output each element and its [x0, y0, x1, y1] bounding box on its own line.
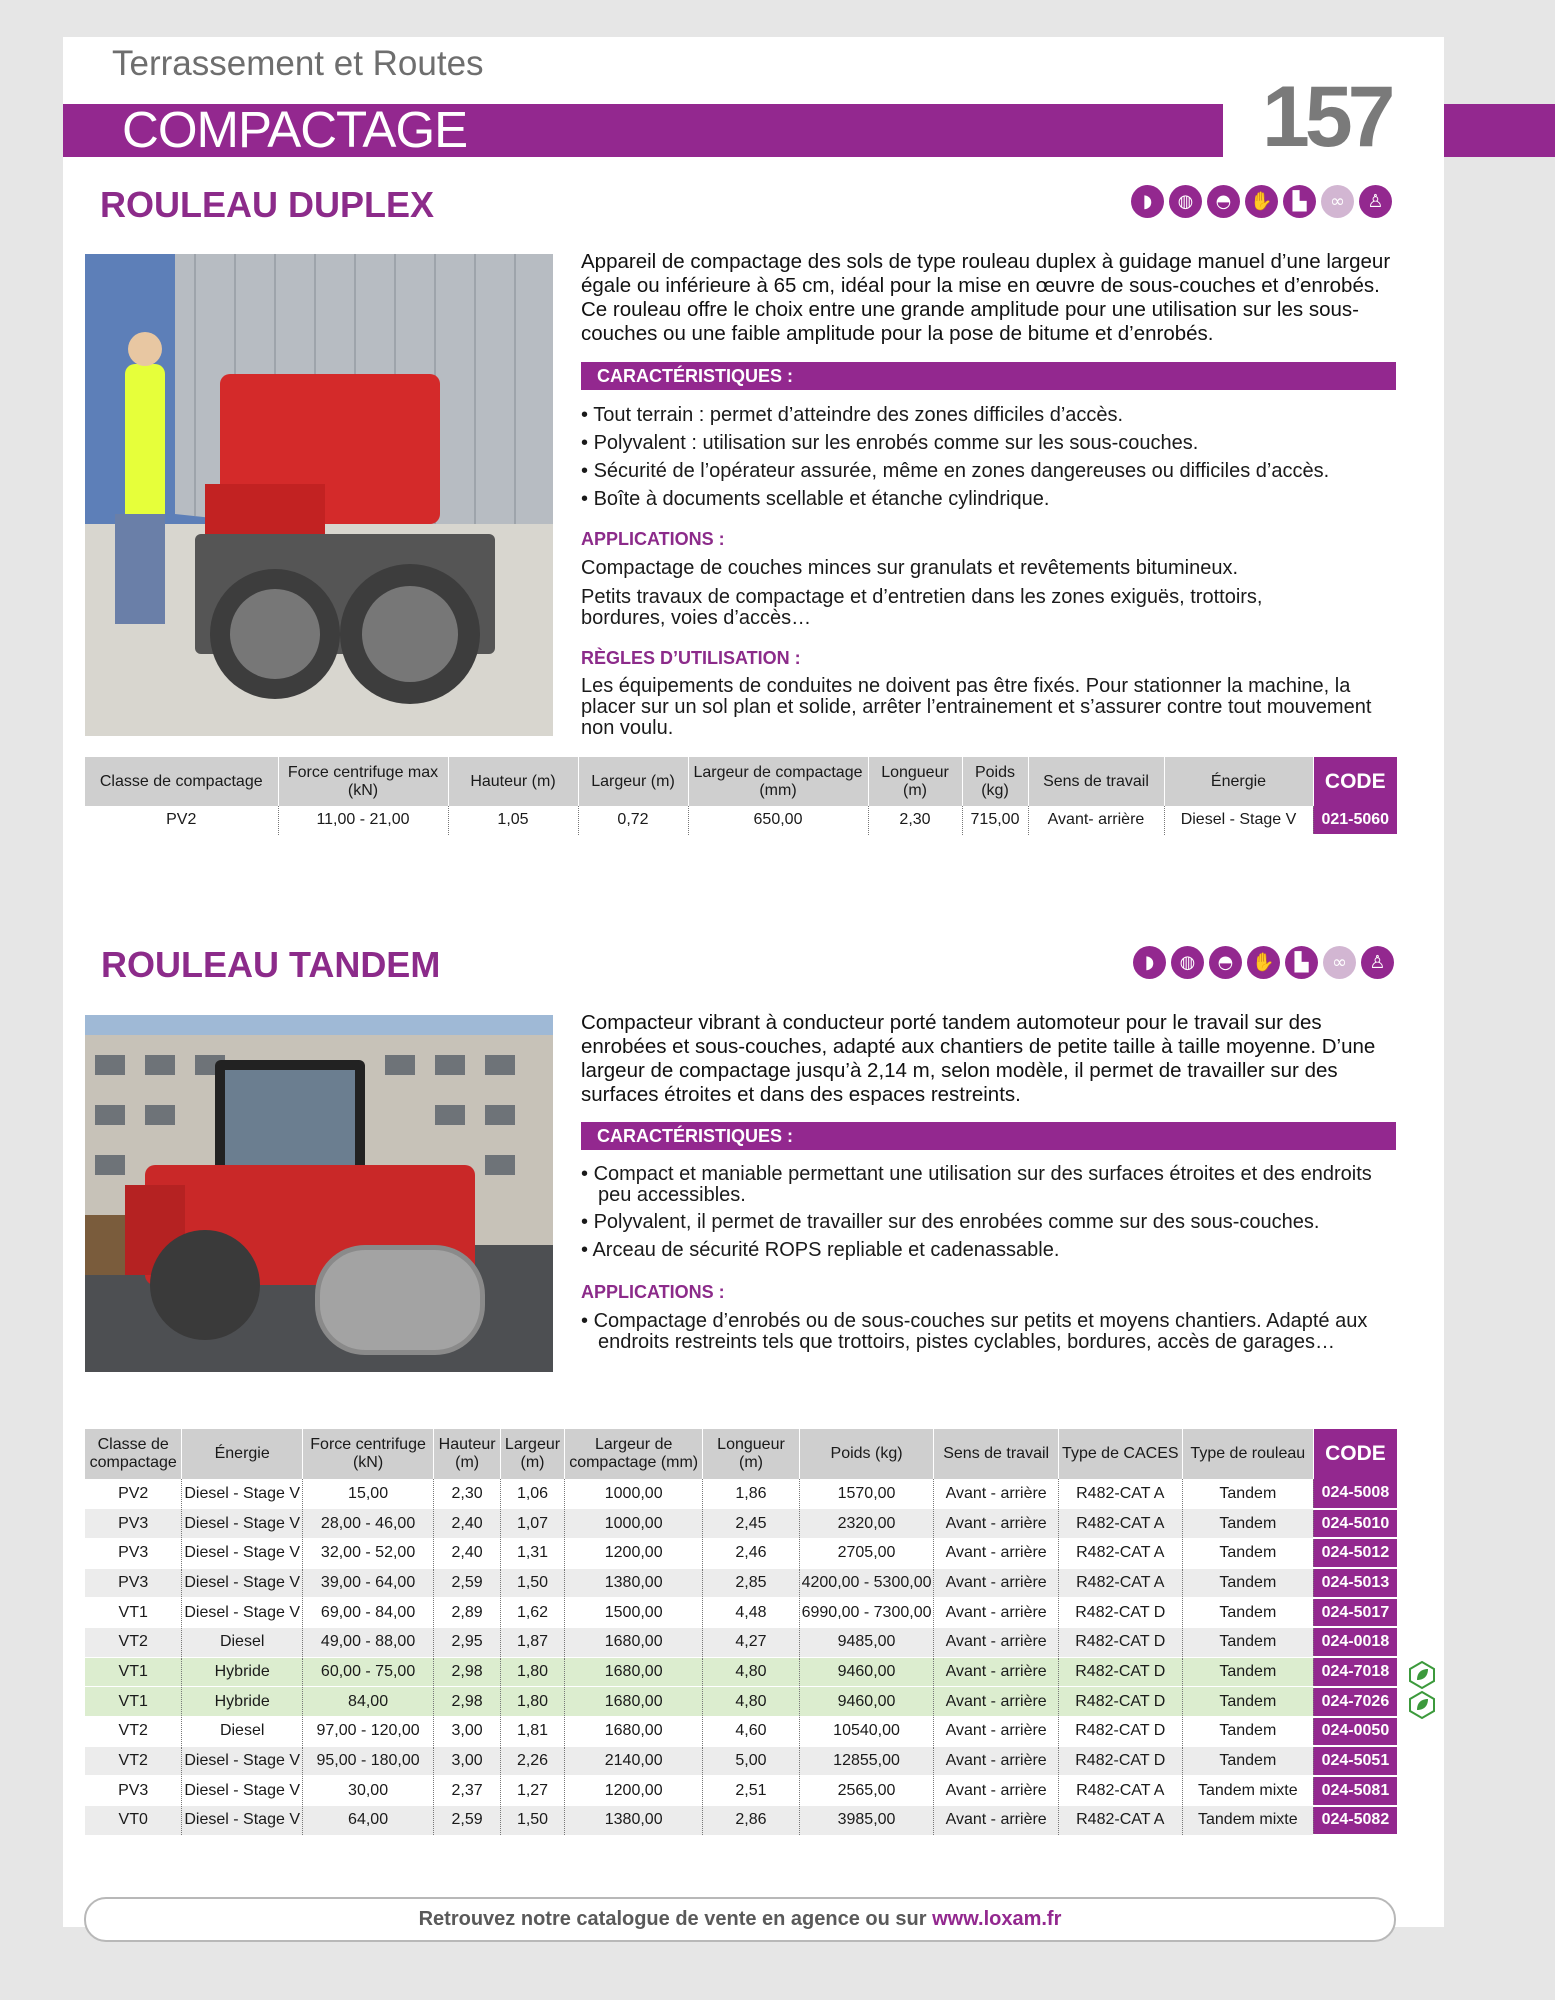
list-item: • Tout terrain : permet d’atteindre des zones difficiles d’accès. — [581, 403, 1396, 427]
table-row — [85, 1538, 1397, 1568]
table-cell: Tandem — [1182, 1627, 1313, 1657]
table-cell: 49,00 - 88,00 — [302, 1627, 433, 1657]
table-cell: 2,40 — [434, 1509, 501, 1539]
table-cell: Tandem mixte — [1182, 1776, 1313, 1806]
eco-leaf-icon — [1408, 1661, 1436, 1689]
table-row — [85, 1598, 1397, 1628]
table-cell: Avant - arrière — [934, 1598, 1058, 1628]
product-code: 024-7026 — [1313, 1687, 1397, 1717]
table-cell: 1380,00 — [564, 1806, 702, 1836]
column-header: Énergie — [182, 1429, 303, 1479]
table-cell: Avant - arrière — [934, 1717, 1058, 1747]
overalls-icon: ♙ — [1359, 185, 1392, 218]
column-header: Énergie — [1164, 757, 1313, 806]
helmet-icon: ◓ — [1209, 946, 1242, 979]
table-cell: Tandem — [1182, 1538, 1313, 1568]
product-code: 024-5051 — [1313, 1746, 1397, 1776]
table-cell: Avant- arrière — [1028, 806, 1164, 835]
table-header-row — [85, 757, 1397, 806]
table-cell: 28,00 - 46,00 — [302, 1509, 433, 1539]
column-header: Longueur (m) — [868, 757, 962, 806]
table-cell: Avant - arrière — [934, 1657, 1058, 1687]
table-cell: 4,27 — [703, 1627, 799, 1657]
tandem-description: Compacteur vibrant à conducteur porté tandem automoteur pour le travail sur des enrobées et sous-couches, adapté aux chantiers de petite taille à taille moyenne. D’une largeur de compactage jusqu’à 2,14 m, selon modèle, il permet de travailler sur des surfaces étroites et dans des espaces restreints. — [581, 1011, 1376, 1106]
list-item: • Sécurité de l’opérateur assurée, même en zones dangereuses ou difficiles d’accès. — [581, 459, 1396, 483]
table-cell: R482-CAT A — [1058, 1806, 1182, 1836]
product-code: 024-5082 — [1313, 1806, 1397, 1836]
safety-boots-icon: ▙ — [1283, 185, 1316, 218]
table-cell: VT1 — [85, 1687, 182, 1717]
product-code: 024-0050 — [1313, 1717, 1397, 1747]
table-cell: Diesel — [182, 1627, 303, 1657]
table-cell: 2,95 — [434, 1627, 501, 1657]
product-code: 024-5010 — [1313, 1509, 1397, 1539]
tandem-applications-list — [581, 1311, 1396, 1357]
table-cell: 2705,00 — [799, 1538, 934, 1568]
goggles-icon: ∞ — [1323, 946, 1356, 979]
table-cell: Avant - arrière — [934, 1746, 1058, 1776]
table-cell: 2,89 — [434, 1598, 501, 1628]
table-cell: 1500,00 — [564, 1598, 702, 1628]
column-header: Poids (kg) — [799, 1429, 934, 1479]
table-cell: 0,72 — [578, 806, 688, 835]
column-header: Type de CACES — [1058, 1429, 1182, 1479]
table-cell: 11,00 - 21,00 — [278, 806, 448, 835]
table-cell: Diesel - Stage V — [1164, 806, 1313, 835]
list-item: • Boîte à documents scellable et étanche cylindrique. — [581, 487, 1396, 511]
table-cell: Avant - arrière — [934, 1627, 1058, 1657]
table-cell: PV3 — [85, 1509, 182, 1539]
column-header: Largeur (m) — [501, 1429, 565, 1479]
table-row — [85, 1509, 1397, 1539]
table-cell: Tandem mixte — [1182, 1806, 1313, 1836]
tandem-features-bar: CARACTÉRISTIQUES : — [581, 1122, 1396, 1150]
tandem-spec-table — [85, 1429, 1397, 1836]
column-header: Type de rouleau — [1182, 1429, 1313, 1479]
table-cell: R482-CAT A — [1058, 1776, 1182, 1806]
table-cell: 32,00 - 52,00 — [302, 1538, 433, 1568]
table-cell: R482-CAT D — [1058, 1746, 1182, 1776]
column-header: Hauteur (m) — [434, 1429, 501, 1479]
table-cell: Diesel - Stage V — [182, 1776, 303, 1806]
table-cell: 1,81 — [501, 1717, 565, 1747]
table-cell: VT2 — [85, 1627, 182, 1657]
table-cell: R482-CAT D — [1058, 1657, 1182, 1687]
table-cell: R482-CAT A — [1058, 1479, 1182, 1509]
table-cell: Tandem — [1182, 1479, 1313, 1509]
table-cell: 95,00 - 180,00 — [302, 1746, 433, 1776]
table-cell: 3985,00 — [799, 1806, 934, 1836]
gloves-icon: ✋ — [1247, 946, 1280, 979]
table-cell: R482-CAT D — [1058, 1598, 1182, 1628]
table-cell: 2,40 — [434, 1538, 501, 1568]
page-number: 157 — [1262, 69, 1391, 165]
column-header: Classe de compactage — [85, 757, 278, 806]
table-cell: Tandem — [1182, 1717, 1313, 1747]
table-cell: 5,00 — [703, 1746, 799, 1776]
table-cell: 2,51 — [703, 1776, 799, 1806]
table-cell: Avant - arrière — [934, 1687, 1058, 1717]
table-row — [85, 1717, 1397, 1747]
duplex-rules-text: Les équipements de conduites ne doivent pas être fixés. Pour stationner la machine, la placer sur un sol plan et solide, arrêter l’entrainement et s’assurer contre tout mouvement non voulu. — [581, 675, 1372, 739]
table-cell: 1,87 — [501, 1627, 565, 1657]
table-cell: 84,00 — [302, 1687, 433, 1717]
table-cell: 4,60 — [703, 1717, 799, 1747]
product-code: 021-5060 — [1313, 806, 1397, 835]
table-cell: 12855,00 — [799, 1746, 934, 1776]
tandem-applications-heading: APPLICATIONS : — [581, 1282, 725, 1302]
column-header: CODE — [1313, 757, 1397, 806]
table-cell: PV2 — [85, 1479, 182, 1509]
table-cell: 1,80 — [501, 1657, 565, 1687]
column-header: Sens de travail — [1028, 757, 1164, 806]
product-code: 024-7018 — [1313, 1657, 1397, 1687]
column-header: Largeur (m) — [578, 757, 688, 806]
table-cell: VT0 — [85, 1806, 182, 1836]
list-item: • Polyvalent, il permet de travailler sur des enrobées comme sur des sous-couches. — [581, 1210, 1396, 1234]
table-header-row — [85, 1429, 1397, 1479]
table-cell: 4,48 — [703, 1598, 799, 1628]
product-code: 024-5012 — [1313, 1538, 1397, 1568]
table-row — [85, 806, 1397, 835]
table-cell: Diesel - Stage V — [182, 1509, 303, 1539]
table-cell: 2,30 — [868, 806, 962, 835]
section-label: Terrassement et Routes — [112, 44, 484, 83]
column-header: CODE — [1313, 1429, 1397, 1479]
table-cell: 2,59 — [434, 1568, 501, 1598]
duplex-applications-heading: APPLICATIONS : — [581, 529, 725, 549]
table-cell: 4,80 — [703, 1687, 799, 1717]
table-cell: 650,00 — [688, 806, 868, 835]
duplex-roller-photo — [85, 254, 553, 736]
tandem-roller-photo — [85, 1015, 553, 1372]
table-cell: 3,00 — [434, 1746, 501, 1776]
table-cell: 2320,00 — [799, 1509, 934, 1539]
duplex-safety-icons — [1131, 185, 1392, 218]
overalls-icon: ♙ — [1361, 946, 1394, 979]
table-cell: Tandem — [1182, 1687, 1313, 1717]
table-cell: 2,98 — [434, 1687, 501, 1717]
table-cell: 1380,00 — [564, 1568, 702, 1598]
column-header: Force centrifuge max (kN) — [278, 757, 448, 806]
tandem-safety-icons — [1133, 946, 1394, 979]
table-cell: 1000,00 — [564, 1509, 702, 1539]
table-cell: Tandem — [1182, 1509, 1313, 1539]
duplex-rules-heading: RÈGLES D’UTILISATION : — [581, 648, 801, 668]
table-cell: Diesel - Stage V — [182, 1598, 303, 1628]
table-cell: 2,85 — [703, 1568, 799, 1598]
column-header: Poids (kg) — [962, 757, 1028, 806]
table-cell: Avant - arrière — [934, 1538, 1058, 1568]
goggles-icon: ∞ — [1321, 185, 1354, 218]
table-cell: R482-CAT A — [1058, 1568, 1182, 1598]
table-cell: 1,06 — [501, 1479, 565, 1509]
column-header: Sens de travail — [934, 1429, 1058, 1479]
table-cell: 39,00 - 64,00 — [302, 1568, 433, 1598]
ear-protection-icon: ◗ — [1131, 185, 1164, 218]
table-row — [85, 1687, 1397, 1717]
table-cell: 2,59 — [434, 1806, 501, 1836]
duplex-features-bar: CARACTÉRISTIQUES : — [581, 362, 1396, 390]
table-cell: 1,86 — [703, 1479, 799, 1509]
table-cell: 64,00 — [302, 1806, 433, 1836]
table-cell: 1,80 — [501, 1687, 565, 1717]
tandem-features-list — [581, 1164, 1396, 1266]
table-cell: 4,80 — [703, 1657, 799, 1687]
product-code: 024-5017 — [1313, 1598, 1397, 1628]
table-cell: 10540,00 — [799, 1717, 934, 1747]
table-cell: 2,46 — [703, 1538, 799, 1568]
table-cell: Tandem — [1182, 1568, 1313, 1598]
table-cell: VT2 — [85, 1746, 182, 1776]
table-cell: 9460,00 — [799, 1657, 934, 1687]
table-cell: 2140,00 — [564, 1746, 702, 1776]
table-cell: Avant - arrière — [934, 1776, 1058, 1806]
duplex-features-list — [581, 403, 1396, 515]
table-cell: R482-CAT D — [1058, 1627, 1182, 1657]
table-cell: Hybride — [182, 1687, 303, 1717]
table-cell: Avant - arrière — [934, 1509, 1058, 1539]
duplex-title: ROULEAU DUPLEX — [100, 184, 435, 225]
table-cell: 2,37 — [434, 1776, 501, 1806]
product-code: 024-5013 — [1313, 1568, 1397, 1598]
table-cell: 1,62 — [501, 1598, 565, 1628]
table-cell: VT1 — [85, 1657, 182, 1687]
table-cell: VT2 — [85, 1717, 182, 1747]
table-cell: 715,00 — [962, 806, 1028, 835]
duplex-description: Appareil de compactage des sols de type rouleau duplex à guidage manuel d’une largeur égale ou inférieure à 65 cm, idéal pour la mise en œuvre de sous-couches et d’enrobés. Ce rouleau offre le choix entre une grande amplitude pour une utilisation sur les sous-couches ou une faible amplitude pour la pose de bitume et d’enrobés. — [581, 250, 1391, 345]
table-cell: 69,00 - 84,00 — [302, 1598, 433, 1628]
table-cell: 97,00 - 120,00 — [302, 1717, 433, 1747]
table-cell: 1,50 — [501, 1568, 565, 1598]
table-cell: 9485,00 — [799, 1627, 934, 1657]
table-cell: Diesel - Stage V — [182, 1568, 303, 1598]
column-header: Force centrifuge (kN) — [302, 1429, 433, 1479]
table-cell: Diesel — [182, 1717, 303, 1747]
table-cell: 1,07 — [501, 1509, 565, 1539]
table-cell: PV3 — [85, 1776, 182, 1806]
table-cell: 1570,00 — [799, 1479, 934, 1509]
table-cell: 2,86 — [703, 1806, 799, 1836]
table-cell: 1200,00 — [564, 1538, 702, 1568]
table-cell: 6990,00 - 7300,00 — [799, 1598, 934, 1628]
table-cell: 1,50 — [501, 1806, 565, 1836]
duplex-application-1: Compactage de couches minces sur granulats et revêtements bitumineux. — [581, 557, 1239, 579]
table-row — [85, 1806, 1397, 1836]
table-row — [85, 1657, 1397, 1687]
table-cell: Avant - arrière — [934, 1806, 1058, 1836]
table-cell: 1,31 — [501, 1538, 565, 1568]
table-cell: Diesel - Stage V — [182, 1479, 303, 1509]
helmet-icon: ◓ — [1207, 185, 1240, 218]
table-cell: 3,00 — [434, 1717, 501, 1747]
table-cell: PV3 — [85, 1568, 182, 1598]
table-cell: Avant - arrière — [934, 1568, 1058, 1598]
ear-protection-icon: ◗ — [1133, 946, 1166, 979]
table-cell: 2,26 — [501, 1746, 565, 1776]
table-cell: R482-CAT A — [1058, 1538, 1182, 1568]
list-item: • Polyvalent : utilisation sur les enrobés comme sur les sous-couches. — [581, 431, 1396, 455]
list-item: • Compact et maniable permettant une utilisation sur des surfaces étroites et des endroits peu accessibles. — [581, 1164, 1396, 1206]
table-row — [85, 1746, 1397, 1776]
column-header: Longueur (m) — [703, 1429, 799, 1479]
list-item: • Compactage d’enrobés ou de sous-couches sur petits et moyens chantiers. Adapté aux endroits restreints tels que trottoirs, pistes cyclables, bordures, accès de garages… — [581, 1311, 1396, 1353]
table-cell: 1000,00 — [564, 1479, 702, 1509]
title-band-tab — [1444, 104, 1555, 157]
table-cell: Tandem — [1182, 1598, 1313, 1628]
table-row — [85, 1479, 1397, 1509]
table-cell: 1680,00 — [564, 1627, 702, 1657]
table-cell: 1680,00 — [564, 1687, 702, 1717]
table-cell: Diesel - Stage V — [182, 1538, 303, 1568]
table-cell: Diesel - Stage V — [182, 1746, 303, 1776]
footer-text: Retrouvez notre catalogue de vente en agence ou sur — [418, 1908, 933, 1930]
table-cell: 1200,00 — [564, 1776, 702, 1806]
table-cell: 1680,00 — [564, 1657, 702, 1687]
table-cell: 15,00 — [302, 1479, 433, 1509]
product-code: 024-0018 — [1313, 1627, 1397, 1657]
table-cell: 9460,00 — [799, 1687, 934, 1717]
table-cell: PV2 — [85, 806, 278, 835]
table-cell: 30,00 — [302, 1776, 433, 1806]
table-row — [85, 1776, 1397, 1806]
table-cell: Avant - arrière — [934, 1479, 1058, 1509]
table-cell: 1,27 — [501, 1776, 565, 1806]
tandem-title: ROULEAU TANDEM — [101, 944, 441, 985]
table-cell: R482-CAT A — [1058, 1509, 1182, 1539]
table-cell: Hybride — [182, 1657, 303, 1687]
footer-link[interactable]: www.loxam.fr — [932, 1908, 1062, 1930]
table-cell: Diesel - Stage V — [182, 1806, 303, 1836]
face-mask-icon: ◍ — [1171, 946, 1204, 979]
table-row — [85, 1627, 1397, 1657]
gloves-icon: ✋ — [1245, 185, 1278, 218]
table-cell: R482-CAT D — [1058, 1717, 1182, 1747]
table-cell: Tandem — [1182, 1746, 1313, 1776]
eco-leaf-icon — [1408, 1691, 1436, 1719]
table-cell: 2,30 — [434, 1479, 501, 1509]
column-header: Hauteur (m) — [448, 757, 578, 806]
table-cell: 2,45 — [703, 1509, 799, 1539]
footer-banner — [84, 1897, 1396, 1942]
safety-boots-icon: ▙ — [1285, 946, 1318, 979]
table-cell: 1680,00 — [564, 1717, 702, 1747]
table-cell: 2,98 — [434, 1657, 501, 1687]
table-cell: 1,05 — [448, 806, 578, 835]
table-cell: 4200,00 - 5300,00 — [799, 1568, 934, 1598]
table-cell: PV3 — [85, 1538, 182, 1568]
column-header: Largeur de compactage (mm) — [564, 1429, 702, 1479]
list-item: • Arceau de sécurité ROPS repliable et cadenassable. — [581, 1238, 1396, 1262]
product-code: 024-5081 — [1313, 1776, 1397, 1806]
table-cell: R482-CAT D — [1058, 1687, 1182, 1717]
table-cell: VT1 — [85, 1598, 182, 1628]
face-mask-icon: ◍ — [1169, 185, 1202, 218]
column-header: Largeur de compactage (mm) — [688, 757, 868, 806]
band-title: COMPACTAGE — [122, 101, 468, 158]
duplex-spec-table — [85, 757, 1397, 836]
table-cell: 60,00 - 75,00 — [302, 1657, 433, 1687]
table-row — [85, 1568, 1397, 1598]
column-header: Classe de compactage — [85, 1429, 182, 1479]
product-code: 024-5008 — [1313, 1479, 1397, 1509]
table-cell: 2565,00 — [799, 1776, 934, 1806]
duplex-application-2: Petits travaux de compactage et d’entretien dans les zones exiguës, trottoirs, bordures, voies d’accès… — [581, 586, 1263, 629]
table-cell: Tandem — [1182, 1657, 1313, 1687]
